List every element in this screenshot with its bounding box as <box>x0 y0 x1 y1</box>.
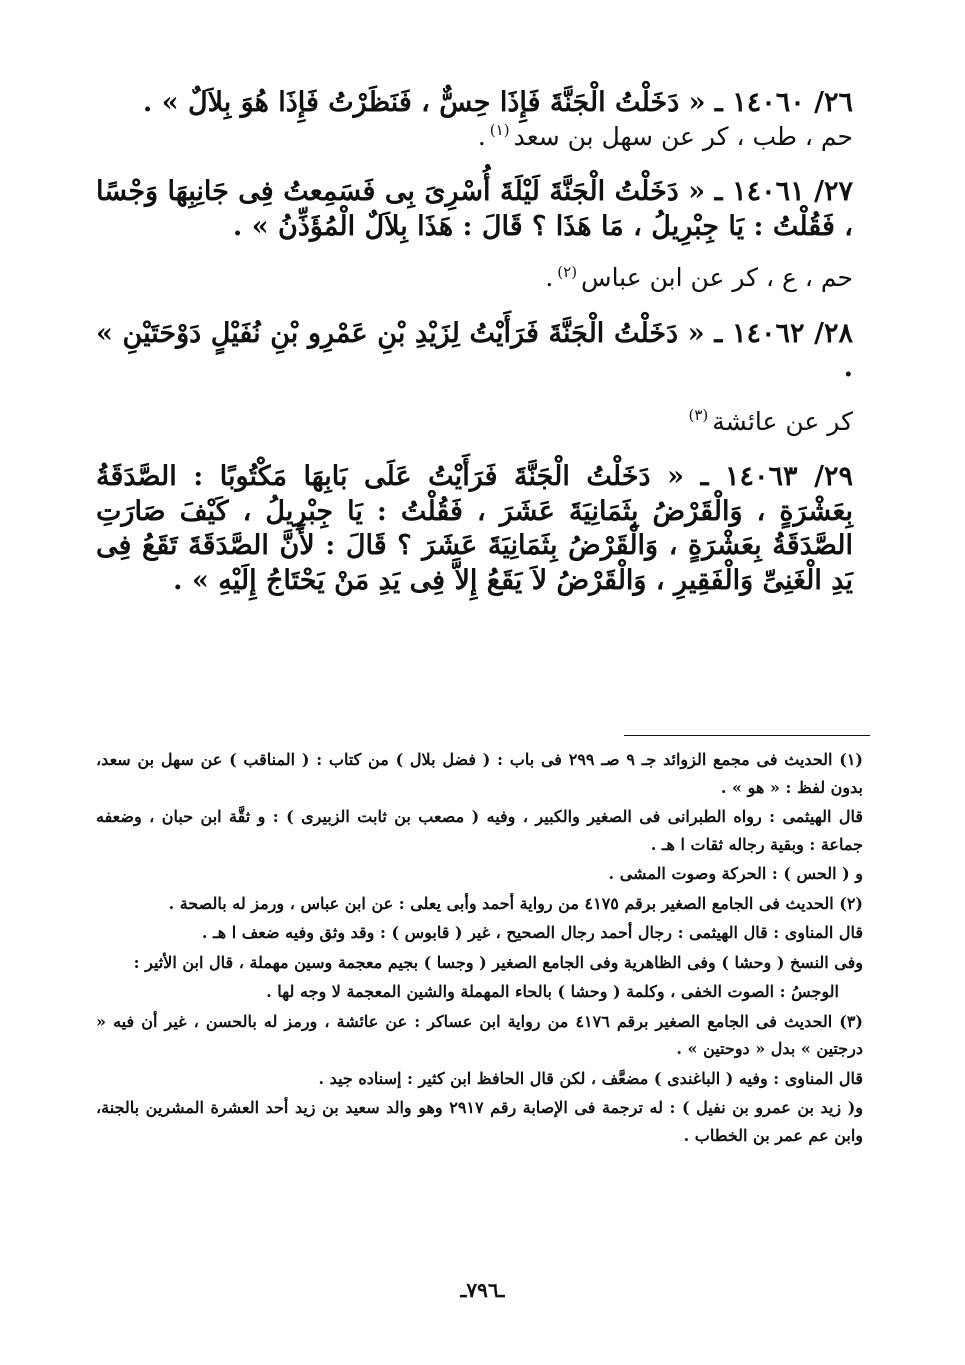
footnote: (١) الحديث فى مجمع الزوائد جـ ٩ صـ ٢٩٩ فى باب : ( فضل بلال ) من كتاب : ( المناقب ) عن سهل بن سعد، بدون لفظ : « هو » . <box>96 750 863 797</box>
hadith-entry-2: ٢٧/ ١٤٠٦١ ـ « دَخَلْتُ الْجَنَّةَ لَيْلَةَ أُسْرِىَ بِى فَسَمِعتُ فِى جَانِبِهَا وَجْسًا ، فَقُلْتُ : يَا جِبْرِيلُ ، مَا هَذَا ؟ قَالَ : هَذَا بِلاَلٌ الْمُؤَذِّنُ » . <box>96 176 854 242</box>
hadith-entry-1: ٢٦/ ١٤٠٦٠ ـ « دَخَلْتُ الْجَنَّةَ فَإِذَا حِسٌّ ، فَنَظَرْتُ فَإِذَا هُوَ بِلاَلٌ » . <box>142 87 853 118</box>
footnote: و( زيد بن عمرو بن نفيل ) : له ترجمة فى الإصابة رقم ٢٩١٧ وهو والد سعيد بن زيد أحد العشرة المشرين بالجنة، وابن عم عمر بن الخطاب . <box>96 1098 863 1145</box>
footnote: و ( الحس ) : الحركة وصوت المشى . <box>608 864 863 884</box>
hadith-list <box>96 86 853 598</box>
source-text: كر عن عائشة <box>712 406 853 436</box>
hadith-entry-3: ٢٨/ ١٤٠٦٢ ـ « دَخَلْتُ الْجَنَّةَ فَرَأَيْتُ لِزَيْدِ بْنِ عَمْرِو بْنِ نُفَيْلٍ دَوْحَتَيْنِ » . <box>96 317 853 384</box>
footnote: قال الهيثمى : رواه الطبرانى فى الصغير والكبير ، وفيه ( مصعب بن ثابت الزبيرى ) : و ثقَّة ابن حبان ، وضعفه جماعة : وبقية رجاله ثقات ا هـ . <box>96 807 863 854</box>
footnote: (٢) الحديث فى الجامع الصغير برقم ٤١٧٥ من رواية أحمد وأبى يعلى : عن ابن عباس ، ورمز له بالصحة . <box>168 893 863 913</box>
footnote: (٣) الحديث فى الجامع الصغير برقم ٤١٧٦ من رواية ابن عساكر : عن عائشة ، ورمز له بالحسن ، غير أن فيه « درجتين » بدل « دوحتين » . <box>96 1011 863 1059</box>
footnote-ref-2[interactable]: (٢) <box>557 262 578 281</box>
hadith-source-2: حم ، ع ، كر عن ابن عباس$^{(٢)}$. <box>545 262 853 293</box>
source-text: حم ، ع ، كر عن ابن عباس <box>581 263 853 293</box>
hadith-source-1: حم ، طب ، كر عن سهل بن سعد$^{(١)}$. <box>477 121 853 151</box>
footnote-ref-3[interactable]: (٣) <box>688 406 709 425</box>
footnotes <box>96 746 863 1151</box>
hadith-source-3 <box>96 406 853 439</box>
footnote-divider <box>624 735 870 736</box>
footnote-ref-1[interactable]: (١) <box>489 121 510 140</box>
footnote: وفى النسخ ( وحشا ) وفى الظاهرية وفى الجامع الصغير ( وجسا ) بجيم معجمة وسين مهملة ، قال ابن الأثير : <box>133 952 863 972</box>
footnote: الوجسُ : الصوت الخفى ، وكلمة ( وحشا ) بالحاء المهملة والشين المعجمة لا وجه لها . <box>266 982 839 1002</box>
source-text: حم ، طب ، كر عن سهل بن سعد <box>513 121 853 151</box>
footnote: قال المناوى : قال الهيثمى : رجال أحمد رجال الصحيح ، غير ( قابوس ) : وقد وثق وفيه ضعف ا هـ . <box>201 923 863 943</box>
hadith-entry-4: ٢٩/ ١٤٠٦٣ ـ « دَخَلْتُ الْجَنَّةَ فَرَأَيْتُ عَلَى بَابِهَا مَكْتُوبًا : الصَّدَقَةُ بِعَشْرَةٍ ، وَالْقَرْضُ بِثَمَانِيَةَ عَشَرَ ، فَقُلْتُ : يَا جِبْرِيلُ ، كَيْفَ صَارَتِ الصَّدَقَةُ بِعَشْرَةٍ ، وَالْقَرْضُ بِثَمَانِيَةَ عَشَرَ ؟ قَالَ : لأَنَّ الصَّدَقَةَ تَقَعُ فِى يَدِ الْغَنِىِّ وَالْفَقِيرِ ، وَالْقَرْضُ لاَ يَقَعُ إِلاَّ فِى يَدِ مَنْ يَحْتَاجُ إِلَيْهِ » . <box>96 461 854 596</box>
page-number: ـ٧٩٦ـ <box>460 1278 505 1302</box>
footnote: قال المناوى : وفيه ( الباغندى ) مضعَّف ، لكن قال الحافظ ابن كثير : إسناده جيد . <box>318 1068 863 1088</box>
